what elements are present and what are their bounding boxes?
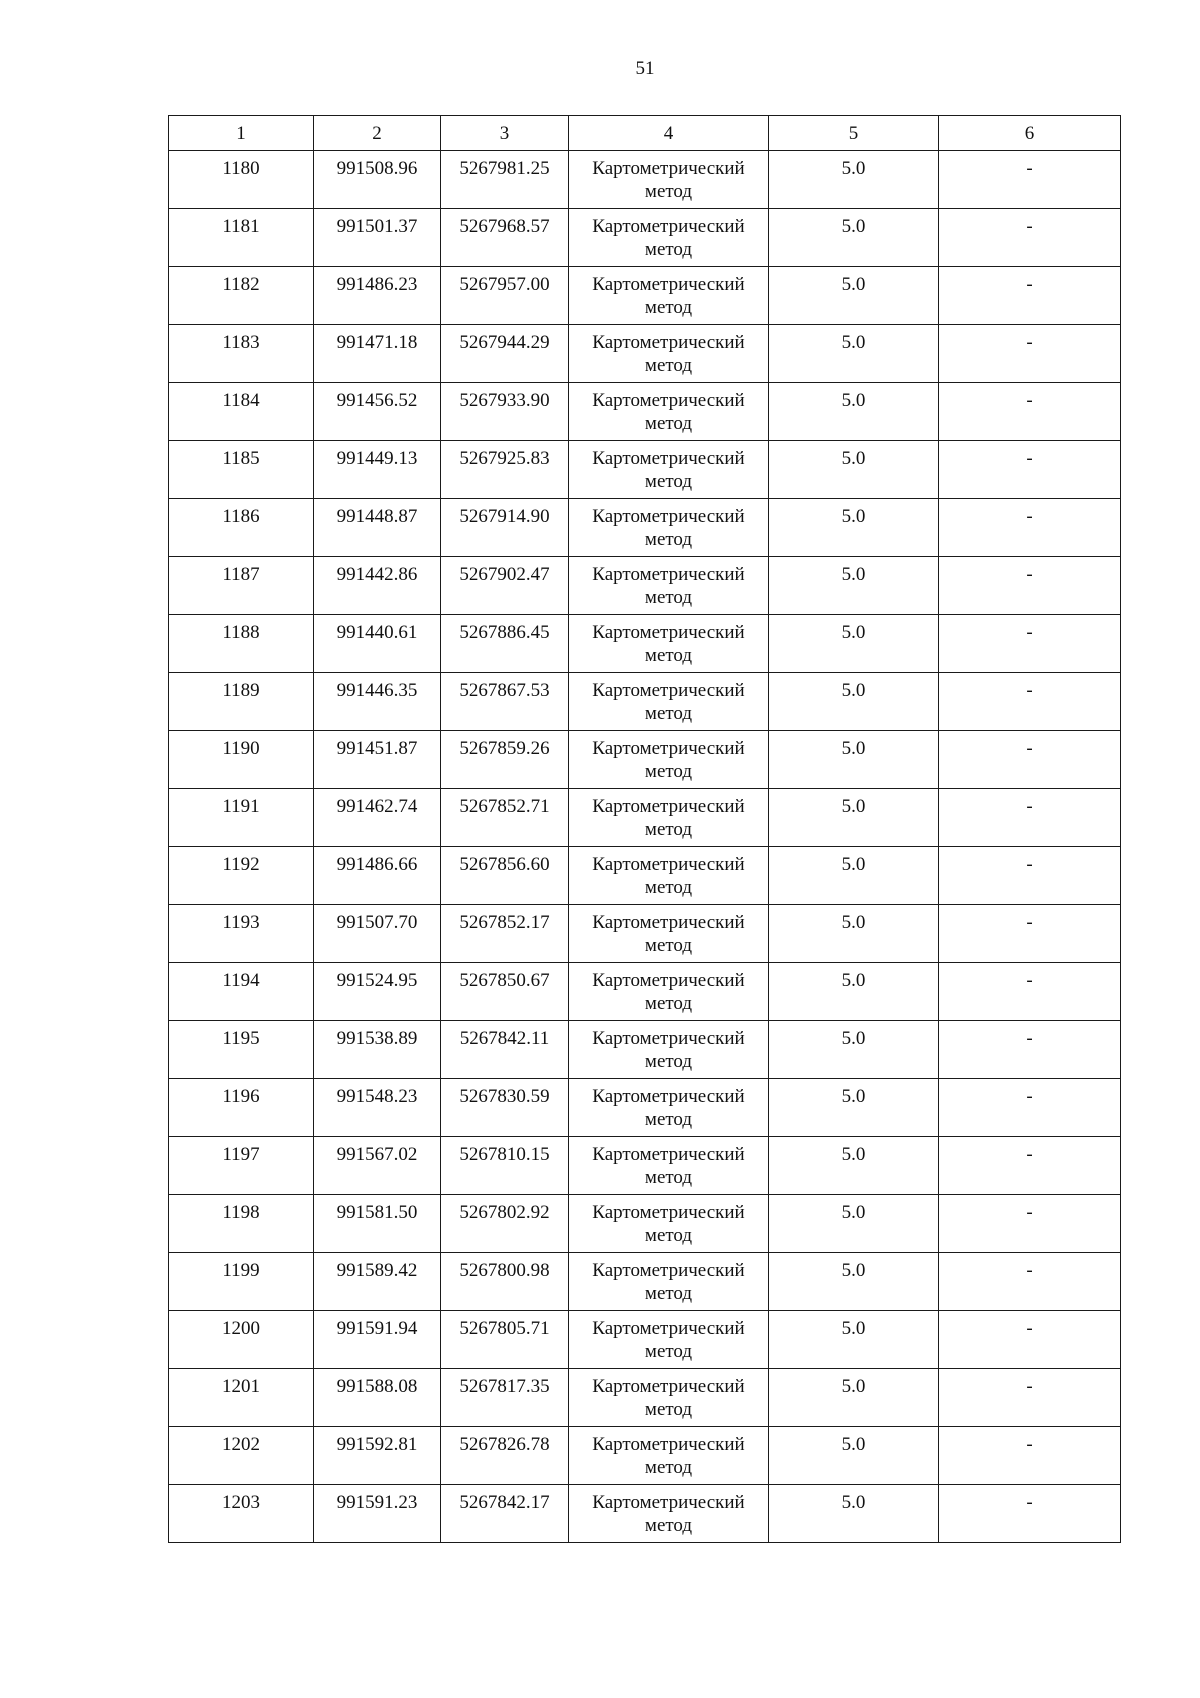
page-number: 51	[635, 58, 655, 79]
note-cell: -	[939, 1137, 1121, 1195]
y-coordinate-cell: 5267830.59	[441, 1079, 569, 1137]
note-cell: -	[939, 1485, 1121, 1543]
table-header-row	[169, 116, 1121, 151]
method-cell: Картометрический метод	[569, 1253, 769, 1311]
note-cell: -	[939, 615, 1121, 673]
y-coordinate-cell: 5267842.11	[441, 1021, 569, 1079]
note-cell: -	[939, 1079, 1121, 1137]
point-number-cell: 1194	[169, 963, 314, 1021]
accuracy-cell: 5.0	[769, 963, 939, 1021]
accuracy-cell: 5.0	[769, 1253, 939, 1311]
point-number-cell: 1184	[169, 383, 314, 441]
note-cell: -	[939, 1427, 1121, 1485]
x-coordinate-cell: 991538.89	[314, 1021, 441, 1079]
column-header: 6	[939, 116, 1121, 151]
accuracy-cell: 5.0	[769, 1369, 939, 1427]
y-coordinate-cell: 5267852.17	[441, 905, 569, 963]
accuracy-cell: 5.0	[769, 383, 939, 441]
note-cell: -	[939, 209, 1121, 267]
y-coordinate-cell: 5267902.47	[441, 557, 569, 615]
x-coordinate-cell: 991592.81	[314, 1427, 441, 1485]
table-row	[169, 789, 1121, 847]
note-cell: -	[939, 963, 1121, 1021]
point-number-cell: 1202	[169, 1427, 314, 1485]
y-coordinate-cell: 5267859.26	[441, 731, 569, 789]
coordinates-table	[168, 115, 1121, 1543]
x-coordinate-cell: 991508.96	[314, 151, 441, 209]
note-cell: -	[939, 1253, 1121, 1311]
table-row	[169, 1137, 1121, 1195]
note-cell: -	[939, 905, 1121, 963]
point-number-cell: 1195	[169, 1021, 314, 1079]
x-coordinate-cell: 991471.18	[314, 325, 441, 383]
point-number-cell: 1199	[169, 1253, 314, 1311]
x-coordinate-cell: 991486.23	[314, 267, 441, 325]
y-coordinate-cell: 5267802.92	[441, 1195, 569, 1253]
table-row	[169, 1021, 1121, 1079]
table-row	[169, 209, 1121, 267]
method-cell: Картометрический метод	[569, 847, 769, 905]
note-cell: -	[939, 441, 1121, 499]
y-coordinate-cell: 5267852.71	[441, 789, 569, 847]
y-coordinate-cell: 5267914.90	[441, 499, 569, 557]
accuracy-cell: 5.0	[769, 905, 939, 963]
method-cell: Картометрический метод	[569, 615, 769, 673]
table-row	[169, 325, 1121, 383]
note-cell: -	[939, 1021, 1121, 1079]
accuracy-cell: 5.0	[769, 1137, 939, 1195]
x-coordinate-cell: 991456.52	[314, 383, 441, 441]
accuracy-cell: 5.0	[769, 1427, 939, 1485]
table-row	[169, 1079, 1121, 1137]
y-coordinate-cell: 5267810.15	[441, 1137, 569, 1195]
point-number-cell: 1200	[169, 1311, 314, 1369]
accuracy-cell: 5.0	[769, 209, 939, 267]
table-row	[169, 557, 1121, 615]
accuracy-cell: 5.0	[769, 1311, 939, 1369]
accuracy-cell: 5.0	[769, 441, 939, 499]
x-coordinate-cell: 991507.70	[314, 905, 441, 963]
point-number-cell: 1198	[169, 1195, 314, 1253]
accuracy-cell: 5.0	[769, 731, 939, 789]
method-cell: Картометрический метод	[569, 731, 769, 789]
note-cell: -	[939, 557, 1121, 615]
point-number-cell: 1193	[169, 905, 314, 963]
accuracy-cell: 5.0	[769, 499, 939, 557]
accuracy-cell: 5.0	[769, 1079, 939, 1137]
y-coordinate-cell: 5267826.78	[441, 1427, 569, 1485]
note-cell: -	[939, 499, 1121, 557]
table-row	[169, 383, 1121, 441]
x-coordinate-cell: 991451.87	[314, 731, 441, 789]
note-cell: -	[939, 383, 1121, 441]
note-cell: -	[939, 847, 1121, 905]
table-row	[169, 847, 1121, 905]
method-cell: Картометрический метод	[569, 267, 769, 325]
x-coordinate-cell: 991589.42	[314, 1253, 441, 1311]
note-cell: -	[939, 151, 1121, 209]
method-cell: Картометрический метод	[569, 441, 769, 499]
note-cell: -	[939, 1369, 1121, 1427]
point-number-cell: 1203	[169, 1485, 314, 1543]
accuracy-cell: 5.0	[769, 1195, 939, 1253]
x-coordinate-cell: 991588.08	[314, 1369, 441, 1427]
note-cell: -	[939, 789, 1121, 847]
table-row	[169, 1311, 1121, 1369]
point-number-cell: 1181	[169, 209, 314, 267]
table-row	[169, 1253, 1121, 1311]
y-coordinate-cell: 5267957.00	[441, 267, 569, 325]
column-header: 1	[169, 116, 314, 151]
y-coordinate-cell: 5267800.98	[441, 1253, 569, 1311]
y-coordinate-cell: 5267886.45	[441, 615, 569, 673]
method-cell: Картометрический метод	[569, 1427, 769, 1485]
column-header: 5	[769, 116, 939, 151]
table-row	[169, 1195, 1121, 1253]
accuracy-cell: 5.0	[769, 151, 939, 209]
method-cell: Картометрический метод	[569, 383, 769, 441]
table-row	[169, 1427, 1121, 1485]
method-cell: Картометрический метод	[569, 1311, 769, 1369]
table-row	[169, 441, 1121, 499]
x-coordinate-cell: 991448.87	[314, 499, 441, 557]
y-coordinate-cell: 5267944.29	[441, 325, 569, 383]
column-header: 3	[441, 116, 569, 151]
x-coordinate-cell: 991446.35	[314, 673, 441, 731]
y-coordinate-cell: 5267805.71	[441, 1311, 569, 1369]
accuracy-cell: 5.0	[769, 557, 939, 615]
note-cell: -	[939, 673, 1121, 731]
y-coordinate-cell: 5267933.90	[441, 383, 569, 441]
accuracy-cell: 5.0	[769, 1021, 939, 1079]
accuracy-cell: 5.0	[769, 673, 939, 731]
x-coordinate-cell: 991501.37	[314, 209, 441, 267]
y-coordinate-cell: 5267850.67	[441, 963, 569, 1021]
point-number-cell: 1186	[169, 499, 314, 557]
note-cell: -	[939, 731, 1121, 789]
method-cell: Картометрический метод	[569, 557, 769, 615]
table-row	[169, 673, 1121, 731]
x-coordinate-cell: 991462.74	[314, 789, 441, 847]
accuracy-cell: 5.0	[769, 325, 939, 383]
point-number-cell: 1188	[169, 615, 314, 673]
note-cell: -	[939, 1311, 1121, 1369]
y-coordinate-cell: 5267925.83	[441, 441, 569, 499]
method-cell: Картометрический метод	[569, 905, 769, 963]
y-coordinate-cell: 5267817.35	[441, 1369, 569, 1427]
accuracy-cell: 5.0	[769, 1485, 939, 1543]
point-number-cell: 1201	[169, 1369, 314, 1427]
accuracy-cell: 5.0	[769, 789, 939, 847]
column-header: 2	[314, 116, 441, 151]
method-cell: Картометрический метод	[569, 499, 769, 557]
x-coordinate-cell: 991591.94	[314, 1311, 441, 1369]
point-number-cell: 1189	[169, 673, 314, 731]
note-cell: -	[939, 1195, 1121, 1253]
table-row	[169, 615, 1121, 673]
point-number-cell: 1192	[169, 847, 314, 905]
table-row	[169, 1369, 1121, 1427]
method-cell: Картометрический метод	[569, 963, 769, 1021]
table-row	[169, 1485, 1121, 1543]
point-number-cell: 1182	[169, 267, 314, 325]
point-number-cell: 1190	[169, 731, 314, 789]
method-cell: Картометрический метод	[569, 1079, 769, 1137]
y-coordinate-cell: 5267867.53	[441, 673, 569, 731]
x-coordinate-cell: 991486.66	[314, 847, 441, 905]
point-number-cell: 1191	[169, 789, 314, 847]
method-cell: Картометрический метод	[569, 1021, 769, 1079]
x-coordinate-cell: 991442.86	[314, 557, 441, 615]
point-number-cell: 1185	[169, 441, 314, 499]
table-row	[169, 267, 1121, 325]
x-coordinate-cell: 991548.23	[314, 1079, 441, 1137]
method-cell: Картометрический метод	[569, 1195, 769, 1253]
table-row	[169, 151, 1121, 209]
x-coordinate-cell: 991440.61	[314, 615, 441, 673]
point-number-cell: 1187	[169, 557, 314, 615]
y-coordinate-cell: 5267981.25	[441, 151, 569, 209]
column-header: 4	[569, 116, 769, 151]
table-row	[169, 905, 1121, 963]
table-row	[169, 499, 1121, 557]
method-cell: Картометрический метод	[569, 1369, 769, 1427]
y-coordinate-cell: 5267968.57	[441, 209, 569, 267]
table-row	[169, 731, 1121, 789]
x-coordinate-cell: 991524.95	[314, 963, 441, 1021]
method-cell: Картометрический метод	[569, 1485, 769, 1543]
y-coordinate-cell: 5267856.60	[441, 847, 569, 905]
x-coordinate-cell: 991567.02	[314, 1137, 441, 1195]
point-number-cell: 1196	[169, 1079, 314, 1137]
x-coordinate-cell: 991581.50	[314, 1195, 441, 1253]
accuracy-cell: 5.0	[769, 615, 939, 673]
table-body	[169, 116, 1121, 1543]
point-number-cell: 1180	[169, 151, 314, 209]
point-number-cell: 1183	[169, 325, 314, 383]
x-coordinate-cell: 991591.23	[314, 1485, 441, 1543]
x-coordinate-cell: 991449.13	[314, 441, 441, 499]
accuracy-cell: 5.0	[769, 267, 939, 325]
note-cell: -	[939, 267, 1121, 325]
method-cell: Картометрический метод	[569, 209, 769, 267]
method-cell: Картометрический метод	[569, 151, 769, 209]
table-row	[169, 963, 1121, 1021]
method-cell: Картометрический метод	[569, 673, 769, 731]
method-cell: Картометрический метод	[569, 1137, 769, 1195]
point-number-cell: 1197	[169, 1137, 314, 1195]
y-coordinate-cell: 5267842.17	[441, 1485, 569, 1543]
accuracy-cell: 5.0	[769, 847, 939, 905]
method-cell: Картометрический метод	[569, 325, 769, 383]
method-cell: Картометрический метод	[569, 789, 769, 847]
note-cell: -	[939, 325, 1121, 383]
